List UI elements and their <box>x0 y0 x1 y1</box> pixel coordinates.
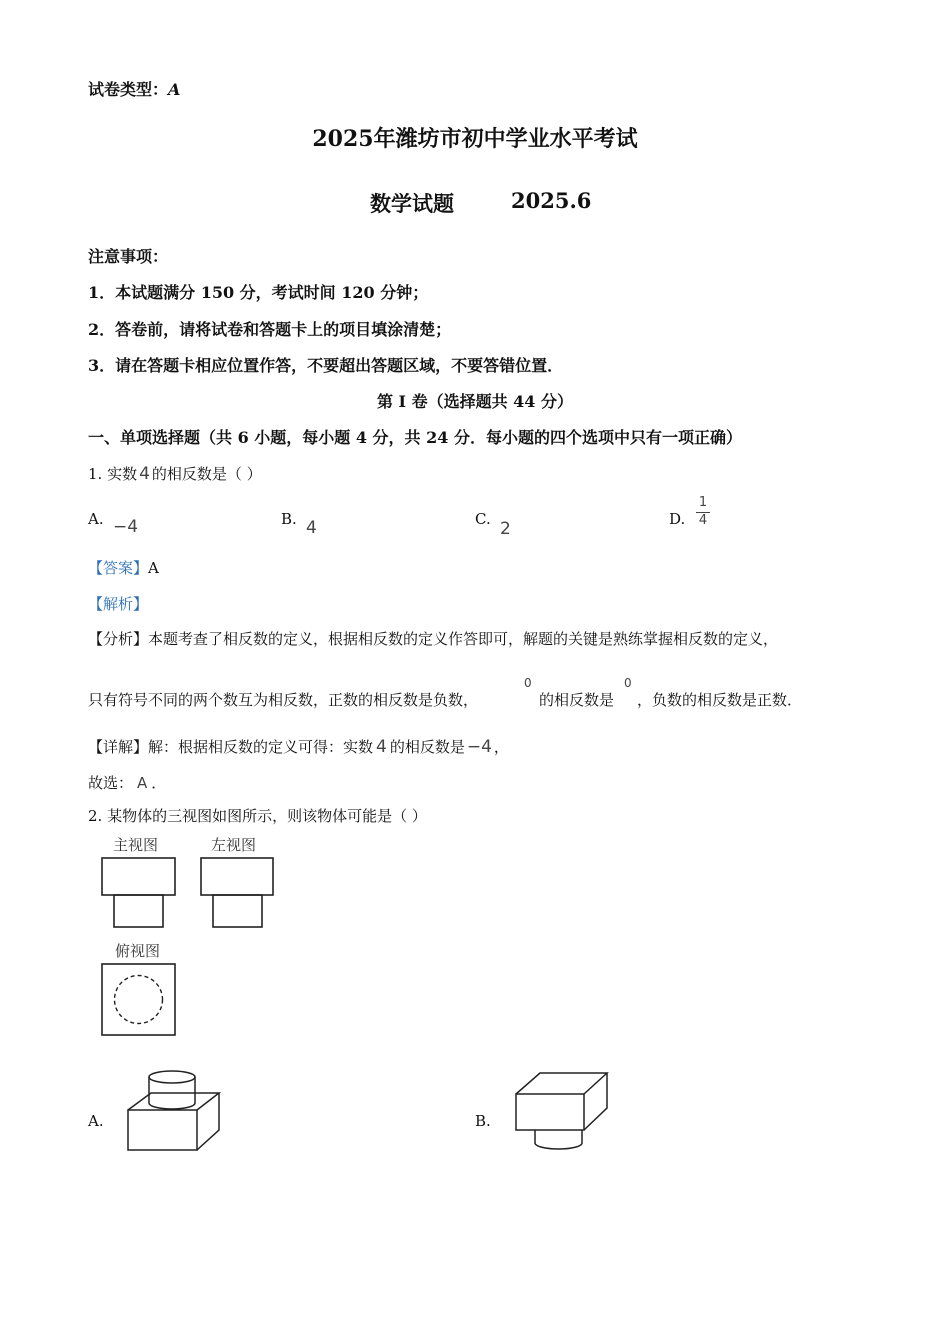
paper-type: 试卷类型：A <box>88 80 181 99</box>
exam-title: 2025年潍坊市初中学业水平考试 <box>312 126 638 152</box>
analysis-line-2c: ，负数的相反数是正数． <box>637 691 803 709</box>
option-c-value: 2 <box>500 519 511 539</box>
choose-line: 故选： A ． <box>88 774 167 792</box>
cylinder-bottom-arc <box>149 1103 195 1109</box>
box-front-face <box>516 1094 584 1130</box>
notice-item: 3．请在答题卡相应位置作答，不要超出答题区域，不要答错位置． <box>88 356 564 375</box>
left-view-label: 左视图 <box>211 836 257 854</box>
math-zero: 0 <box>524 676 532 690</box>
math-zero: 0 <box>624 676 632 690</box>
q2-option-b-label: B. <box>475 1112 491 1130</box>
left-view-bottom-rect <box>213 895 262 927</box>
question-2-stem: 2. 某物体的三视图如图所示，则该物体可能是（ ） <box>88 807 427 825</box>
option-b-value: 4 <box>306 518 317 538</box>
option-a-label: A. <box>88 510 104 528</box>
box-front-face <box>128 1110 197 1150</box>
box-top-face <box>516 1073 607 1094</box>
analysis-line-1: 【分析】本题考查了相反数的定义，根据相反数的定义作答即可，解题的关键是熟练掌握相反数的定义， <box>88 630 779 648</box>
detail-line: 【详解】解：根据相反数的定义可得：实数 4 的相反数是 −4 ， <box>88 737 509 757</box>
front-view-top-rect <box>102 858 175 895</box>
analysis-tag: 【解析】 <box>88 595 149 613</box>
section-heading: 一、单项选择题（共 6 小题，每小题 4 分，共 24 分．每小题的四个选项中只有一项正确） <box>88 428 742 447</box>
left-view-top-rect <box>201 858 273 895</box>
cylinder-bottom-arc <box>535 1143 582 1149</box>
option-a-value: −4 <box>113 517 139 537</box>
notice-item: 2．答卷前，请将试卷和答题卡上的项目填涂清楚； <box>88 320 452 339</box>
box-top-face <box>128 1093 219 1110</box>
option-b-label: B. <box>281 510 297 528</box>
front-view-label: 主视图 <box>113 836 159 854</box>
option-d-fraction: 1 4 <box>696 496 710 528</box>
top-view-label: 俯视图 <box>115 942 161 960</box>
part-title: 第 I 卷（选择题共 44 分） <box>376 392 574 411</box>
analysis-line-2b: 的相反数是 <box>539 691 615 709</box>
notice-item: 1．本试题满分 150 分，考试时间 120 分钟； <box>88 283 429 302</box>
notice-heading: 注意事项： <box>88 247 169 266</box>
exam-date: 2025.6 <box>511 188 592 213</box>
top-view-square <box>102 964 175 1035</box>
q2-option-b-solid <box>510 1068 612 1154</box>
analysis-line-2a: 只有符号不同的两个数互为相反数，正数的相反数是负数， <box>88 691 479 709</box>
cylinder-top-ellipse <box>149 1071 195 1083</box>
q2-option-a-label: A. <box>88 1112 104 1130</box>
q2-option-a-solid <box>120 1066 225 1154</box>
option-d-label: D. <box>669 510 686 528</box>
three-view-figure <box>95 832 285 1042</box>
front-view-bottom-rect <box>114 895 163 927</box>
top-view-dashed-circle <box>115 976 163 1024</box>
option-c-label: C. <box>475 510 491 528</box>
answer-line: 【答案】A <box>88 559 159 577</box>
box-side-face <box>584 1073 607 1130</box>
question-1-stem: 1. 实数 4 的相反数是（ ） <box>88 464 262 484</box>
subject-title: 数学试题 <box>370 191 454 216</box>
